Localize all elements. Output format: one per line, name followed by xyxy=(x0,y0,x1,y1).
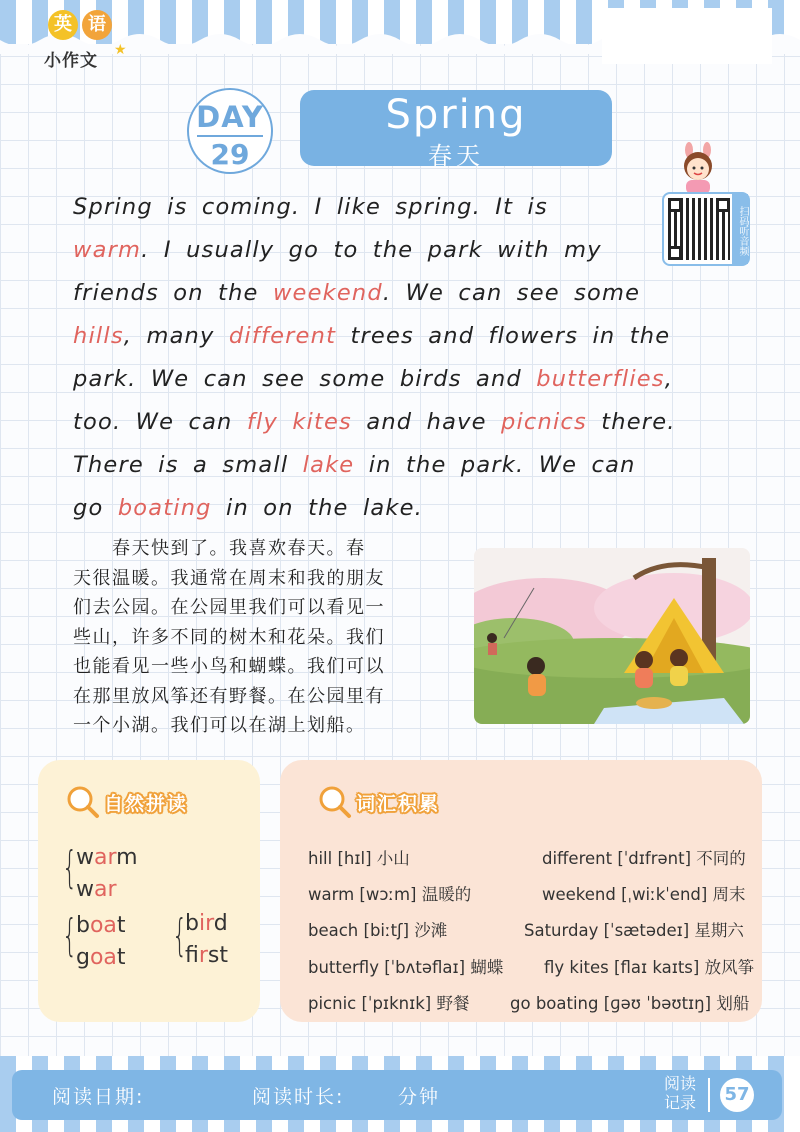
qr-finder-icon xyxy=(716,198,730,212)
keyword: different xyxy=(228,323,337,349)
day-label: DAY xyxy=(196,100,264,134)
star-icon: ★ xyxy=(114,42,127,58)
passage-text: There is a small xyxy=(73,452,303,478)
vocab-heading-tag xyxy=(318,784,440,820)
vocab-item: Saturday [ˈsætədeɪ] 星期六 xyxy=(524,921,744,940)
vocab-item: butterfly [ˈbʌtəflaɪ] 蝴蝶 xyxy=(308,958,504,977)
phonics-word: first xyxy=(185,943,228,968)
keyword: butterflies xyxy=(536,366,665,392)
translation-line: 些山，许多不同的树木和花朵。我们 xyxy=(73,626,385,648)
reading-date-label: 阅读日期: xyxy=(52,1086,145,1108)
title-zh: 春天 xyxy=(428,142,484,170)
spring-picnic-illustration xyxy=(474,548,750,724)
passage-text: in the park. We can xyxy=(354,452,636,478)
footer-divider xyxy=(708,1078,710,1112)
phonics-brace: { xyxy=(172,910,188,961)
title-en: Spring xyxy=(385,92,527,138)
passage-text: , xyxy=(664,366,674,392)
qr-side-label: 扫码听音频 xyxy=(732,194,748,264)
vocab-item: fly kites [flaɪ kaɪts] 放风筝 xyxy=(544,958,755,977)
keyword: lake xyxy=(302,452,355,478)
translation-line: 一个小湖。我们可以在湖上划船。 xyxy=(73,715,366,736)
vocab-item: beach [biːtʃ] 沙滩 xyxy=(308,921,448,940)
girl-mascot-icon xyxy=(672,142,724,194)
phonics-heading: 自然拼读 xyxy=(104,792,189,815)
passage-text: too. We can xyxy=(73,409,247,435)
blank-label-box xyxy=(602,8,772,64)
brand-logo xyxy=(30,10,127,71)
day-number: 29 xyxy=(210,138,250,171)
phonics-word: war xyxy=(76,877,117,902)
passage-text: friends on the xyxy=(73,280,273,306)
translation-line: 们去公园。在公园里我们可以看见一 xyxy=(73,597,385,618)
vocab-item: go boating [ɡəʊ ˈbəʊtɪŋ] 划船 xyxy=(510,994,750,1013)
passage-line xyxy=(73,229,673,272)
phonics-word: warm xyxy=(76,845,138,870)
passage-line xyxy=(73,487,673,530)
passage-text: in on the lake. xyxy=(211,495,424,521)
passage-text: , many xyxy=(123,323,229,349)
vocab-item: picnic [ˈpɪknɪk] 野餐 xyxy=(308,994,470,1013)
chinese-translation xyxy=(73,534,443,741)
vocab-item: warm [wɔːm] 温暖的 xyxy=(308,885,472,904)
vocab-item: hill [hɪl] 小山 xyxy=(308,849,410,868)
passage-line xyxy=(73,358,673,401)
translation-line: 在那里放风筝还有野餐。在公园里有 xyxy=(73,685,385,707)
reading-record-label xyxy=(660,1074,700,1112)
vocab-item: different [ˈdɪfrənt] 不同的 xyxy=(542,849,746,868)
day-divider xyxy=(197,135,263,137)
english-passage xyxy=(73,186,676,530)
passage-text: Spring is coming. I like spring. It is xyxy=(73,194,548,220)
passage-text: go xyxy=(73,495,118,521)
passage-text: . We can see some xyxy=(382,280,641,306)
magnifier-icon xyxy=(318,785,352,819)
vocab-heading: 词汇积累 xyxy=(356,792,441,815)
passage-text: there. xyxy=(586,409,676,435)
keyword: fly kites xyxy=(246,409,352,435)
record-line-1: 阅读 xyxy=(663,1074,696,1093)
brand-char-2: 语 xyxy=(82,10,112,40)
reading-duration-label: 阅读时长: xyxy=(252,1086,345,1108)
reading-record-bar xyxy=(12,1070,782,1120)
passage-line xyxy=(73,186,673,229)
passage-line xyxy=(73,401,676,444)
passage-line xyxy=(73,315,673,358)
translation-line: 天很温暖。我通常在周末和我的朋友 xyxy=(73,567,385,589)
phonics-brace: { xyxy=(62,842,78,893)
day-badge xyxy=(187,88,273,174)
keyword: picnics xyxy=(500,409,587,435)
title-banner xyxy=(300,90,612,170)
phonics-heading-tag xyxy=(66,784,188,820)
minutes-label: 分钟 xyxy=(398,1086,441,1108)
keyword: warm xyxy=(73,237,142,263)
keyword: boating xyxy=(117,495,212,521)
phonics-word: goat xyxy=(76,945,126,970)
phonics-word: bird xyxy=(185,911,228,936)
translation-line: 春天快到了。我喜欢春天。春 xyxy=(73,538,366,559)
brand-subtitle: 小作文 xyxy=(44,51,98,71)
phonics-brace: { xyxy=(62,910,78,961)
passage-line xyxy=(73,444,673,487)
brand-char-1: 英 xyxy=(48,10,78,40)
passage-text: trees and flowers in the xyxy=(336,323,671,349)
page-number: 57 xyxy=(720,1078,754,1112)
magnifier-icon xyxy=(66,785,100,819)
translation-line: 也能看见一些小鸟和蝴蝶。我们可以 xyxy=(73,656,385,677)
phonics-word: boat xyxy=(76,913,126,938)
vocab-item: weekend [ˌwiːkˈend] 周末 xyxy=(542,885,746,904)
keyword: hills xyxy=(73,323,124,349)
passage-text: park. We can see some birds and xyxy=(73,366,537,392)
passage-text: . I usually go to the park with my xyxy=(141,237,602,263)
passage-line xyxy=(73,272,673,315)
passage-text: and have xyxy=(351,409,501,435)
qr-code-box[interactable] xyxy=(662,192,750,266)
keyword: weekend xyxy=(272,280,383,306)
record-line-2: 记录 xyxy=(663,1093,696,1112)
